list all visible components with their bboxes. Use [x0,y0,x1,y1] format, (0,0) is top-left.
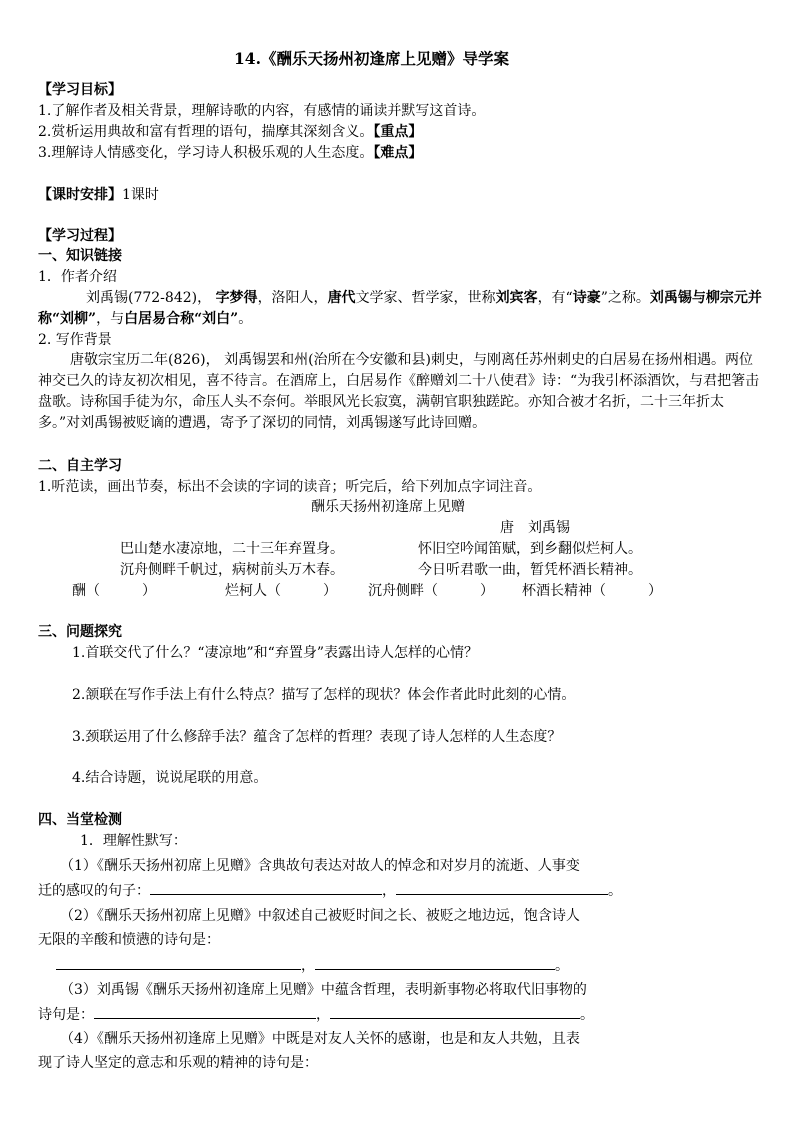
exercise-1-line-2 [38,880,622,901]
author-text: ”之称。 [600,290,650,306]
author-text: ，洛阳人， [257,290,328,306]
section-3-heading: 三、问题探究 [38,624,122,640]
answer-blank[interactable] [396,880,608,895]
goal-item-1: 1.了解作者及相关背景，理解诗歌的内容，有感情的诵读并默写这首诗。 [38,103,486,119]
exercise-2-answer [56,955,569,976]
author-text: ，有“ [537,290,573,306]
author-text: 文学家、哲学家，世称 [355,290,496,306]
poem-line-2b: 今日听君歌一曲，暂凭杯酒长精神。 [418,562,642,578]
poem-title: 酬乐天扬州初逢席上见赠 [311,499,465,515]
section-1-heading: 一、知识链接 [38,248,122,264]
punctuation: ， [382,883,396,899]
poem-author: 唐 刘禹锡 [500,520,570,536]
answer-blank[interactable] [150,880,382,895]
exercise-2-line-2: 无限的辛酸和愤懑的诗句是： [38,932,220,948]
author-dynasty: 唐代 [327,290,356,306]
question-4: 4.结合诗题，说说尾联的用意。 [72,770,268,786]
goal-item-2 [38,122,422,142]
punctuation: ， [316,1007,330,1023]
author-liu-liu: 刘禹锡与柳宗元并称“刘柳” [38,290,762,327]
author-intro [38,288,762,330]
exercise-3-prompt: 诗句是： [38,1007,94,1023]
answer-blank[interactable] [330,1004,580,1019]
section-4-heading: 四、当堂检测 [38,812,122,828]
goal-item-2-text: 2.赏析运用典故和富有哲理的语句，揣摩其深刻含义。 [38,124,374,140]
goal-item-3 [38,143,422,163]
schedule-value: 1课时 [122,187,159,203]
answer-blank[interactable] [56,955,301,970]
dictation-heading: 1．理解性默写： [80,833,187,849]
exercise-1-prompt: 迁的感叹的句子： [38,883,150,899]
punctuation: 。 [608,883,622,899]
phonetic-item-2: 烂柯人（ ） [225,583,337,599]
poem-line-2a: 沉舟侧畔千帆过，病树前头万木春。 [120,562,344,578]
question-2: 2.颔联在写作手法上有什么特点？描写了怎样的现状？体会作者此时此刻的心情。 [72,687,576,703]
page-title: 14.《酬乐天扬州初逢席上见赠》导学案 [234,49,509,68]
author-liu-bai: 白居易合称“刘白” [124,311,239,327]
phonetic-item-3: 沉舟侧畔（ ） [368,583,494,599]
self-study-instruction: 1.听范读，画出节奏，标出不会读的字词的读音；听完后，给下列加点字词注音。 [38,479,542,495]
poem-line-1b: 怀旧空吟闻笛赋，到乡翻似烂柯人。 [418,541,642,557]
exercise-2-line-1: （2）《酬乐天扬州初席上见赠》中叙述自己被贬时间之长、被贬之地边远，饱含诗人 [60,908,580,924]
phonetic-item-1: 酬（ ） [72,583,156,599]
exercise-4-line-2: 现了诗人坚定的意志和乐观的精神的诗句是： [38,1055,318,1071]
goal-difficulty-tag: 【难点】 [373,145,423,161]
exercise-3-line-2 [38,1004,594,1025]
goals-heading: 【学习目标】 [38,82,122,98]
author-text: 刘禹锡(772-842)， [86,290,212,306]
author-intro-heading: 1．作者介绍 [38,269,117,285]
author-text: ，与 [96,311,125,327]
question-1: 1.首联交代了什么？“凄凉地”和“弃置身”表露出诗人怎样的心情？ [72,645,478,661]
answer-blank[interactable] [94,1004,316,1019]
punctuation: 。 [580,1007,594,1023]
section-2-heading: 二、自主学习 [38,458,122,474]
author-epithet: 诗豪 [572,290,601,306]
exercise-4-line-1: （4）《酬乐天扬州初逢席上见赠》中既是对友人关怀的感谢，也是和友人共勉，且表 [60,1031,580,1047]
poem-line-1a: 巴山楚水凄凉地，二十三年弃置身。 [120,541,344,557]
answer-blank[interactable] [315,955,555,970]
author-text: 。 [238,311,253,327]
process-heading: 【学习过程】 [38,228,122,244]
punctuation: ， [301,958,315,974]
phonetic-item-4: 杯酒长精神（ ） [522,583,662,599]
exercise-1-line-1: （1）《酬乐天扬州初席上见赠》含典故句表达对故人的悼念和对岁月的流逝、人事变 [60,858,580,874]
schedule-heading: 【课时安排】 [38,187,122,203]
author-title: 刘宾客 [495,290,538,306]
schedule [38,185,159,205]
background-heading: 2. 写作背景 [38,332,112,348]
exercise-3-line-1: （3）刘禹锡《酬乐天扬州初逢席上见赠》中蕴含哲理，表明新事物必将取代旧事物的 [60,982,587,998]
goal-item-3-text: 3.理解诗人情感变化，学习诗人积极乐观的人生态度。 [38,145,374,161]
goal-key-tag: 【重点】 [373,124,423,140]
question-3: 3.颈联运用了什么修辞手法？蕴含了怎样的哲理？表现了诗人怎样的人生态度？ [72,729,562,745]
background-text: 唐敬宗宝历二年(826)， 刘禹锡罢和州(治所在今安徽和县)刺史，与刚离任苏州刺史的白居易在扬州相遇。两位神交已久的诗友初次相见，喜不待言。在酒席上，白居易作《醉赠刘二十八使君》诗：“为我引杯添酒饮，与君把箸击盘歌。诗称国手徒为尔，命压人头不奈何。举眼风光长寂寞，满朝官职独蹉跎。亦知合被才名折，二十三年折太多。”对刘禹锡被贬谪的遭遇，寄予了深切的同情，刘禹锡遂写此诗回赠。 [38,352,760,431]
punctuation: 。 [555,958,569,974]
author-courtesy-name: 字梦得 [215,290,258,306]
